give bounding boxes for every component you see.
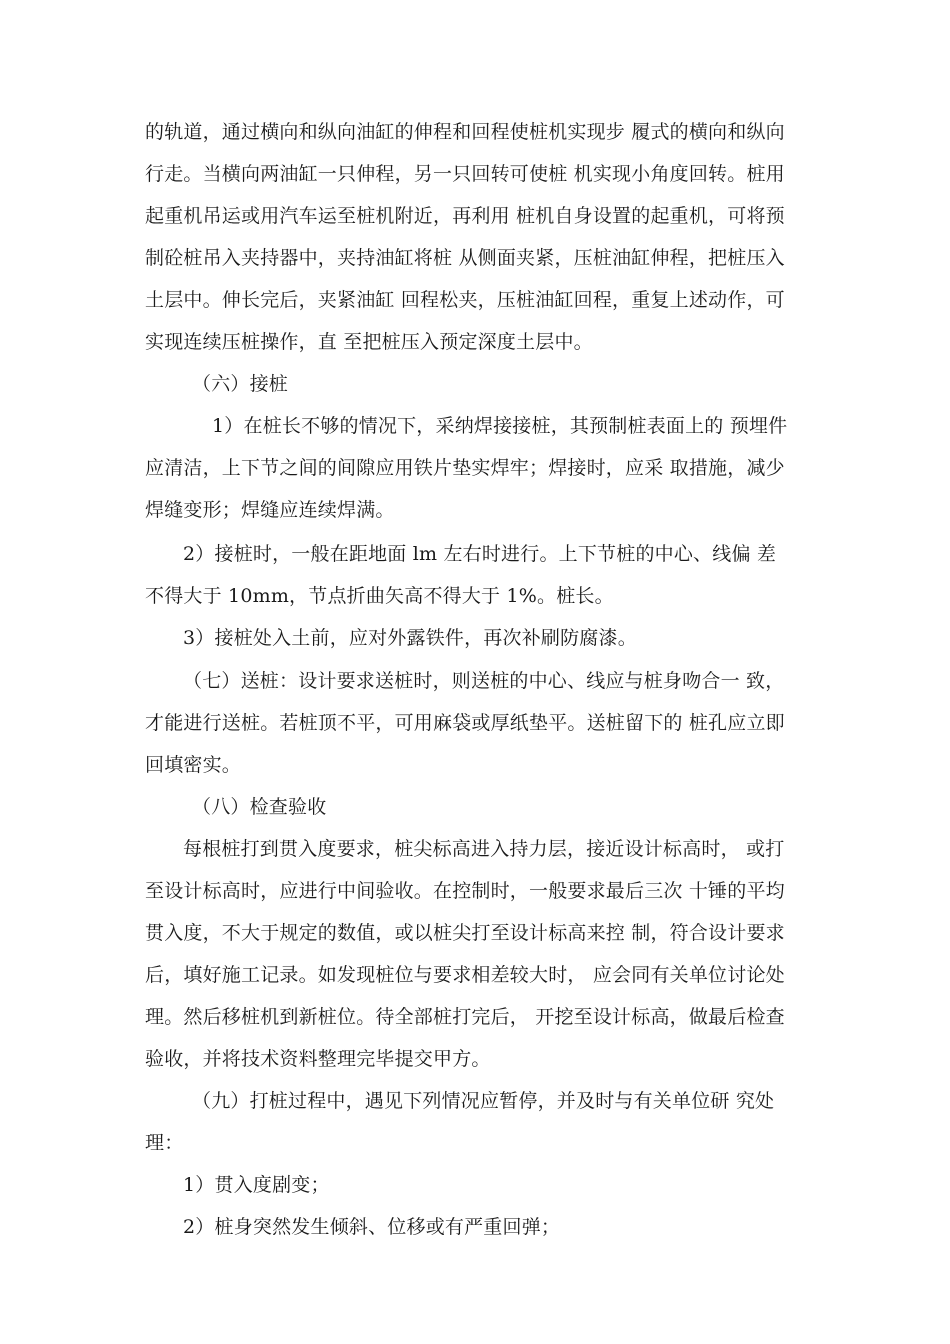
text-line: 制砼桩吊入夹持器中，夹持油缸将桩 从侧面夹紧，压桩油缸伸程，把桩压入 — [145, 247, 785, 269]
text-line: 行走。当横向两油缸一只伸程，另一只回转可使桩 机实现小角度回转。桩用 — [145, 163, 785, 185]
text-line: 3）接桩处入土前，应对外露铁件，再次补刷防腐漆。 — [183, 627, 637, 649]
text-line: 1）在桩长不够的情况下，采纳焊接接桩，其预制桩表面上的 预埋件 — [212, 415, 788, 437]
text-line: 验收，并将技术资料整理完毕提交甲方。 — [145, 1048, 491, 1070]
text-line: 实现连续压桩操作，直 至把桩压入预定深度土层中。 — [145, 331, 593, 353]
section-heading: （八）检查验收 — [192, 796, 327, 818]
text-line: 理。然后移桩机到新桩位。待全部桩打完后， 开挖至设计标高，做最后检查 — [145, 1006, 785, 1028]
text-line: 应清洁，上下节之间的间隙应用铁片垫实焊牢；焊接时，应采 取措施，减少 — [145, 457, 785, 479]
text-line: 回填密实。 — [145, 754, 242, 776]
section-heading: （六）接桩 — [192, 373, 289, 395]
text-line: 2）接桩时，一般在距地面 lm 左右时进行。上下节桩的中心、线偏 差 — [183, 543, 777, 565]
text-line: 才能进行送桩。若桩顶不平，可用麻袋或厚纸垫平。送桩留下的 桩孔应立即 — [145, 712, 785, 734]
text-line: 起重机吊运或用汽车运至桩机附近，再利用 桩机自身设置的起重机，可将预 — [145, 205, 785, 227]
text-line: （七）送桩：设计要求送桩时，则送桩的中心、线应与桩身吻合一 致， — [183, 670, 785, 692]
text-line: （九）打桩过程中，遇见下列情况应暂停，并及时与有关单位研 究处 — [192, 1090, 775, 1112]
text-line: 后，填好施工记录。如发现桩位与要求相差较大时， 应会同有关单位讨论处 — [145, 964, 785, 986]
text-line: 每根桩打到贯入度要求，桩尖标高进入持力层，接近设计标高时， 或打 — [183, 838, 785, 860]
text-line: 贯入度，不大于规定的数值，或以桩尖打至设计标高来控 制，符合设计要求 — [145, 922, 785, 944]
text-line: 理： — [145, 1132, 184, 1154]
text-line: 不得大于 10mm，节点折曲矢高不得大于 1%。桩长。 — [145, 585, 614, 607]
text-line: 土层中。伸长完后，夹紧油缸 回程松夹，压桩油缸回程，重复上述动作，可 — [145, 289, 785, 311]
text-line: 至设计标高时，应进行中间验收。在控制时，一般要求最后三次 十锤的平均 — [145, 880, 785, 902]
list-item: 1）贯入度剧变； — [183, 1174, 330, 1196]
list-item: 2）桩身突然发生倾斜、位移或有严重回弹； — [183, 1216, 561, 1238]
text-line: 焊缝变形；焊缝应连续焊满。 — [145, 499, 395, 521]
text-line: 的轨道，通过横向和纵向油缸的伸程和回程使桩机实现步 履式的横向和纵向 — [145, 121, 785, 143]
